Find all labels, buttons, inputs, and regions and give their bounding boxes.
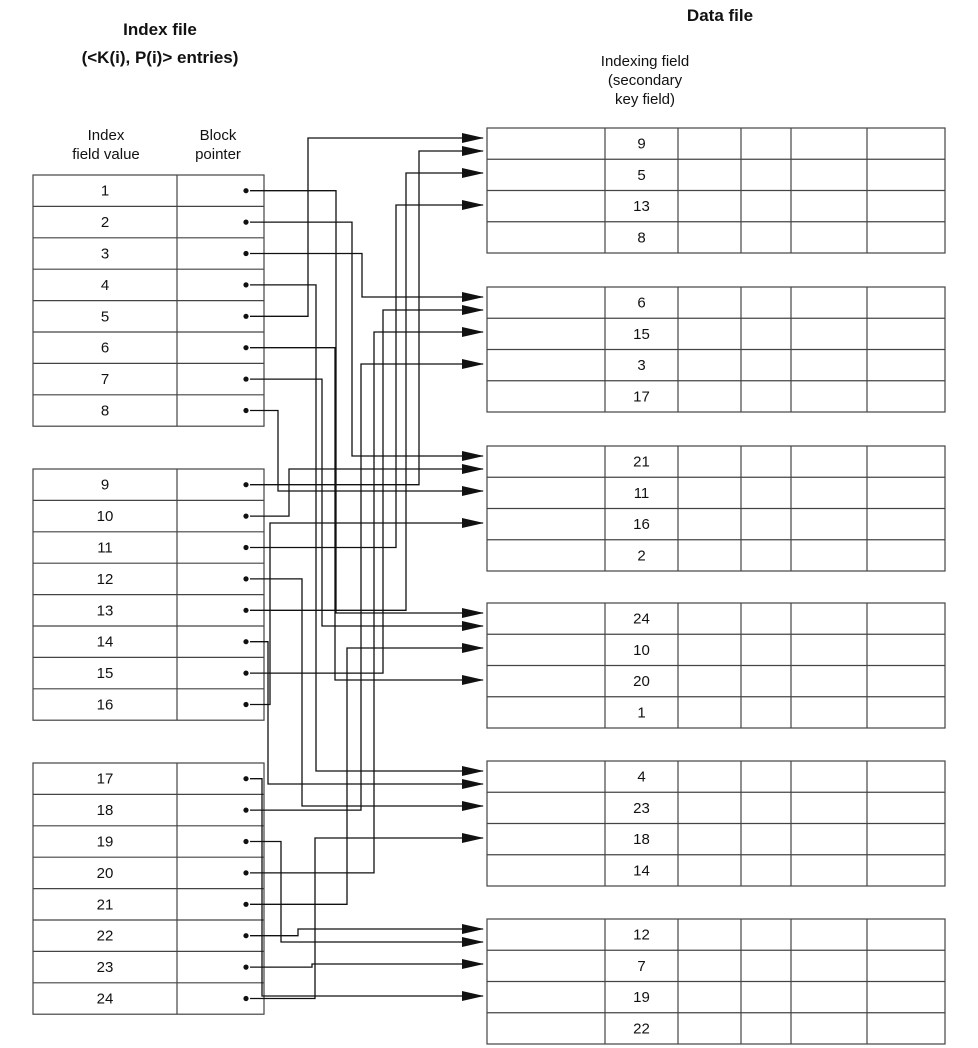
block-pointer-dot [243, 345, 248, 350]
data-record-key: 3 [637, 357, 646, 375]
pointer-link-21 [250, 648, 483, 904]
block-pointer-header-line-2: pointer [195, 146, 241, 163]
data-record-key: 2 [637, 547, 646, 565]
index-field-value-header-line-2: field value [72, 146, 140, 163]
block-pointer-dot [243, 808, 248, 813]
pointer-link-19 [250, 842, 483, 943]
index-field-value: 13 [96, 602, 114, 620]
block-pointer-dot [243, 514, 248, 519]
block-pointer-dot [243, 776, 248, 781]
block-pointer-header-line-1: Block [199, 127, 237, 144]
block-pointer-dot [243, 608, 248, 613]
data-record-key: 11 [633, 484, 650, 502]
pointer-link-2 [250, 222, 483, 456]
block-pointer-dot [243, 639, 248, 644]
data-file-title: Data file [686, 6, 754, 25]
indexing-field-header-line-2: (secondary [607, 72, 683, 89]
data-record-key: 1 [637, 704, 646, 722]
index-field-value: 1 [100, 182, 110, 200]
index-field-value: 20 [96, 864, 114, 882]
index-field-value: 15 [96, 665, 114, 683]
index-field-value: 5 [100, 308, 110, 326]
pointer-link-8 [250, 411, 483, 492]
data-record-key: 15 [633, 325, 650, 343]
pointer-link-10 [250, 469, 483, 516]
indexing-field-header-line-1: Indexing field [600, 53, 690, 70]
pointer-link-22 [250, 929, 483, 936]
data-record-key: 6 [637, 294, 646, 312]
data-record-key: 22 [633, 1020, 650, 1038]
index-field-value: 4 [100, 276, 110, 294]
block-pointer-dot [243, 933, 248, 938]
index-field-value: 6 [100, 339, 110, 357]
block-pointer-dot [243, 282, 248, 287]
index-field-value: 22 [96, 927, 114, 945]
index-field-value-header-line-1: Index [87, 127, 125, 144]
pointer-link-14 [250, 642, 483, 784]
data-record-key: 7 [637, 957, 646, 975]
pointer-link-7 [250, 379, 483, 626]
pointer-link-23 [250, 964, 483, 967]
block-pointer-dot [243, 314, 248, 319]
data-record-key: 4 [637, 768, 646, 786]
block-pointer-dot [243, 902, 248, 907]
block-pointer-dot [243, 251, 248, 256]
index-file-subtitle: (<K(i), P(i)> entries) [81, 48, 239, 67]
index-field-value: 21 [96, 896, 114, 914]
pointer-link-18 [250, 364, 483, 810]
data-record-key: 13 [633, 198, 650, 216]
data-record-key: 5 [637, 166, 646, 184]
data-record-key: 17 [633, 388, 650, 406]
data-record-key: 19 [633, 989, 650, 1007]
index-field-value: 2 [100, 214, 110, 232]
index-field-value: 19 [96, 833, 114, 851]
data-record-key: 20 [633, 673, 650, 691]
data-record-key: 8 [637, 229, 646, 247]
data-record-key: 24 [633, 610, 650, 628]
block-pointer-dot [243, 188, 248, 193]
block-pointer-dot [243, 408, 248, 413]
pointer-link-16 [250, 523, 483, 705]
index-field-value: 24 [96, 990, 114, 1008]
pointer-link-11 [250, 205, 483, 548]
index-field-value: 17 [96, 770, 114, 788]
data-record-key: 21 [633, 453, 650, 471]
index-field-value: 8 [100, 402, 110, 420]
block-pointer-dot [243, 702, 248, 707]
index-file-title: Index file [123, 20, 197, 39]
block-pointer-dot [243, 377, 248, 382]
index-field-value: 9 [100, 476, 110, 494]
index-field-value: 23 [96, 959, 114, 977]
data-record-key: 16 [633, 516, 650, 534]
index-field-value: 10 [96, 508, 114, 526]
pointer-link-13 [250, 173, 483, 610]
pointer-link-6 [250, 348, 483, 680]
data-record-key: 10 [633, 641, 650, 659]
indexing-field-header-line-3: key field) [614, 91, 676, 108]
data-record-key: 9 [637, 135, 646, 153]
data-record-key: 14 [633, 862, 650, 880]
block-pointer-dot [243, 671, 248, 676]
pointer-link-20 [250, 332, 483, 873]
index-field-value: 11 [97, 539, 113, 557]
index-field-value: 3 [100, 245, 110, 263]
pointer-link-24 [250, 838, 483, 999]
block-pointer-dot [243, 870, 248, 875]
block-pointer-dot [243, 482, 248, 487]
block-pointer-dot [243, 576, 248, 581]
index-field-value: 16 [96, 696, 114, 714]
index-field-value: 7 [100, 371, 110, 389]
index-field-value: 14 [96, 633, 114, 651]
block-pointer-dot [243, 996, 248, 1001]
data-record-key: 18 [633, 831, 650, 849]
block-pointer-dot [243, 839, 248, 844]
block-pointer-dot [243, 965, 248, 970]
block-pointer-dot [243, 545, 248, 550]
block-pointer-dot [243, 220, 248, 225]
pointer-link-9 [250, 151, 483, 485]
pointer-link-5 [250, 138, 483, 316]
index-field-value: 18 [96, 802, 114, 820]
index-field-value: 12 [96, 570, 114, 588]
pointer-link-3 [250, 254, 483, 298]
data-record-key: 12 [633, 926, 650, 944]
data-record-key: 23 [633, 799, 650, 817]
pointer-link-4 [250, 285, 483, 771]
